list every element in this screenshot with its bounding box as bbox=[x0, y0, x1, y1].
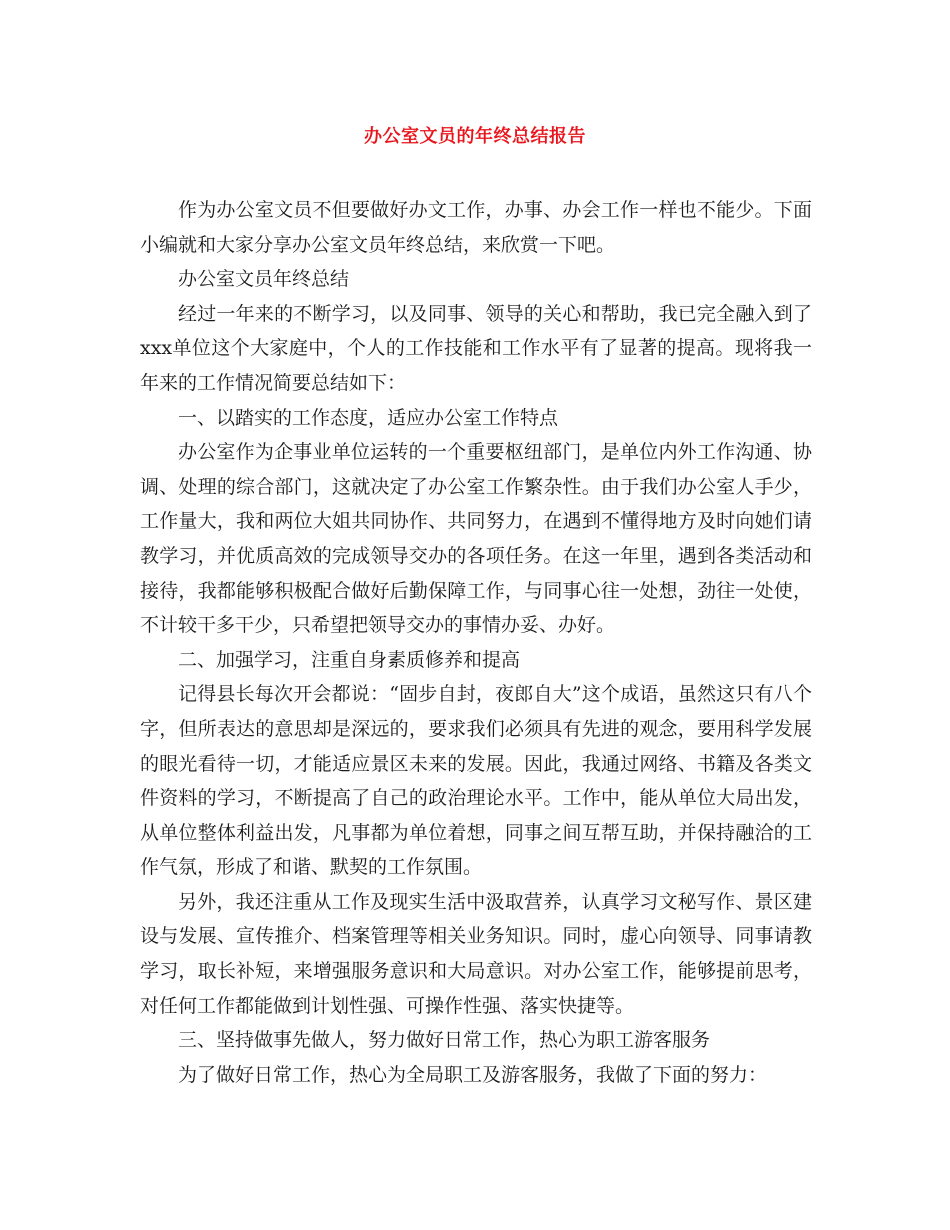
document-body bbox=[140, 193, 812, 1092]
paragraph-intro: 作为办公室文员不但要做好办文工作，办事、办会工作一样也不能少。下面小编就和大家分享办公室文员年终总结，来欣赏一下吧。 bbox=[140, 199, 812, 256]
paragraph-overview: 经过一年来的不断学习，以及同事、领导的关心和帮助，我已完全融入到了xxx单位这个大家庭中，个人的工作技能和工作水平有了显著的提高。现将我一年来的工作情况简要总结如下： bbox=[140, 302, 812, 394]
section-heading-3: 三、坚持做事先做人，努力做好日常工作，热心为职工游客服务 bbox=[178, 1029, 711, 1052]
paragraph-section-2b: 另外，我还注重从工作及现实生活中汲取营养，认真学习文秘写作、景区建设与发展、宣传推介、档案管理等相关业务知识。同时，虚心向领导、同事请教学习，取长补短，来增强服务意识和大局意识。对办公室工作，能够提前思考，对任何工作都能做到计划性强、可操作性强、落实快捷等。 bbox=[140, 890, 812, 1017]
section-heading-1: 一、以踏实的工作态度，适应办公室工作特点 bbox=[178, 406, 559, 429]
paragraph-section-2a: 记得县长每次开会都说：“固步自封，夜郎自大”这个成语，虽然这只有八个字，但所表达的意思却是深远的，要求我们必须具有先进的观念，要用科学发展的眼光看待一切，才能适应景区未来的发展。因此，我通过网络、书籍及各类文件资料的学习，不断提高了自己的政治理论水平。工作中，能从单位大局出发，从单位整体利益出发，凡事都为单位着想，同事之间互帮互助，并保持融洽的工作气氛，形成了和谐、默契的工作氛围。 bbox=[140, 683, 812, 879]
paragraph-section-1: 办公室作为企事业单位运转的一个重要枢纽部门，是单位内外工作沟通、协调、处理的综合部门，这就决定了办公室工作繁杂性。由于我们办公室人手少，工作量大，我和两位大姐共同协作、共同努力，在遇到不懂得地方及时向她们请教学习，并优质高效的完成领导交办的各项任务。在这一年里，遇到各类活动和接待，我都能够积极配合做好后勤保障工作，与同事心往一处想，劲往一处使，不计较干多干少，只希望把领导交办的事情办妥、办好。 bbox=[140, 441, 812, 637]
document-title: 办公室文员的年终总结报告 bbox=[364, 126, 586, 147]
section-heading-2: 二、加强学习，注重自身素质修养和提高 bbox=[178, 648, 521, 671]
paragraph-subheading: 办公室文员年终总结 bbox=[178, 268, 350, 291]
paragraph-section-3: 为了做好日常工作，热心为全局职工及游客服务，我做了下面的努力： bbox=[178, 1063, 768, 1086]
